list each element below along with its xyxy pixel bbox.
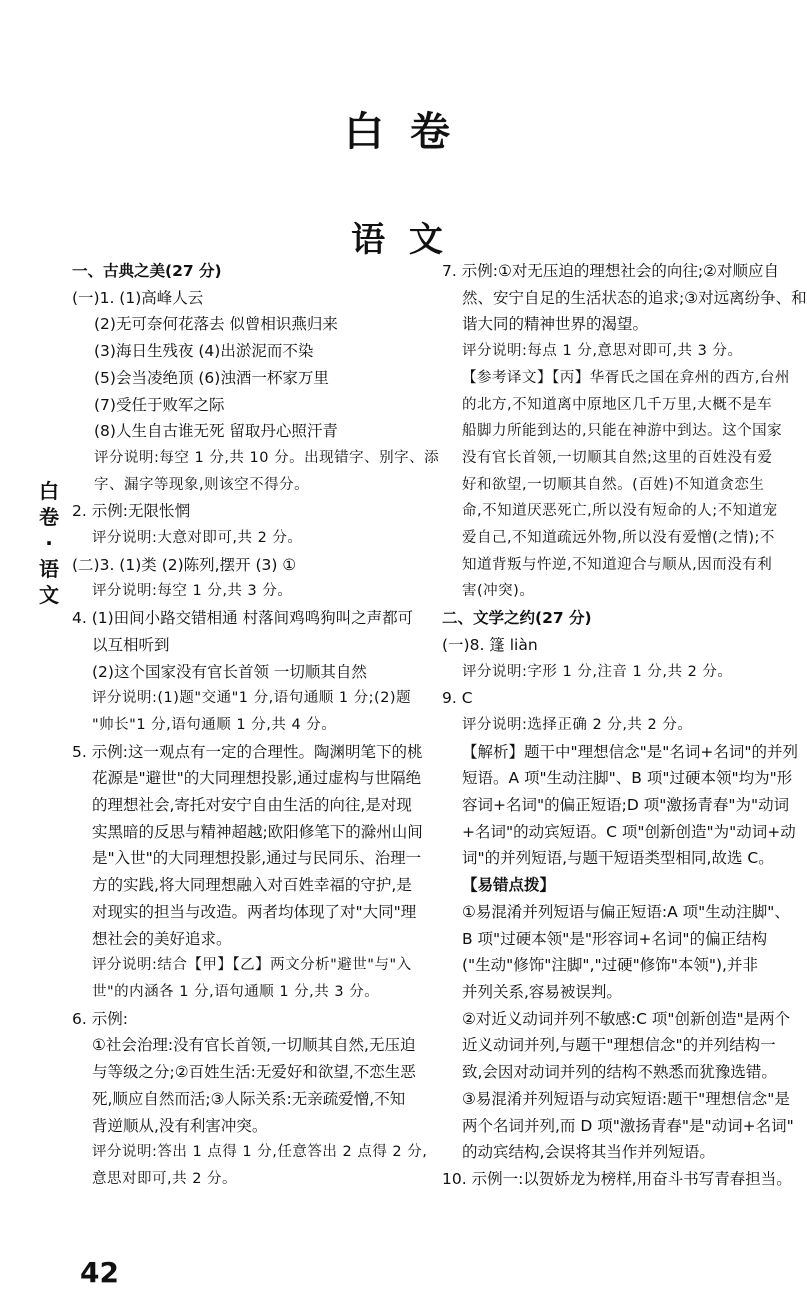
left_column-line: 方的实践,将大同理想融入对百姓幸福的守护,是 — [92, 876, 412, 895]
side-label-char: 文 — [39, 583, 59, 607]
left_column-line: (一)1. (1)高峰人云 — [72, 288, 204, 307]
right_column-line: 两个名词并列,而 D 项"激扬青春"是"动词+名词" — [462, 1116, 794, 1135]
left_column-line: 想社会的美好追求。 — [92, 929, 232, 948]
left_column-line: 评分说明:结合【甲】【乙】两文分析"避世"与"入 — [92, 957, 412, 974]
right_column-line: 爱自己,不知道疏远外物,所以没有爱憎(之情);不 — [462, 530, 775, 547]
right_column-line: +名词"的动宾短语。C 项"创新创造"为"动词+动 — [462, 822, 796, 841]
left_column-line: ①社会治理:没有官长首领,一切顺其自然,无压迫 — [92, 1036, 416, 1055]
right_column-line: 9. C — [442, 689, 473, 708]
right-column — [442, 258, 807, 1193]
right_column-line: 然、安宁自足的生活状态的追求;③对远离纷争、和 — [462, 288, 807, 307]
left_column-line: (8)人生自古谁无死 留取丹心照汗青 — [94, 422, 338, 441]
left_column-line: 评分说明:大意对即可,共 2 分。 — [92, 530, 303, 547]
right_column-line: ②对近义动词并列不敏感:C 项"创新创造"是两个 — [462, 1009, 791, 1028]
page-number: 42 — [80, 1256, 119, 1289]
right_column-line: ("生动"修饰"注脚","过硬"修饰"本领"),并非 — [462, 956, 758, 975]
right_column-line: ①易混淆并列短语与偏正短语:A 项"生动注脚"、 — [462, 902, 790, 921]
left_column-line: 与等级之分;②百姓生活:无爱好和欲望,不恋生恶 — [92, 1063, 416, 1082]
subject-title: 语 文 — [351, 220, 449, 260]
right_column-line: 7. 示例:①对无压迫的理想社会的向往;②对顺应自 — [442, 262, 779, 280]
right_column-line: 好和欲望,一切顺其自然。(百姓)不知道贪恋生 — [462, 476, 765, 493]
left_column-line: 背逆顺从,没有利害冲突。 — [92, 1116, 268, 1135]
left_column-line: 花源是"避世"的大同理想投影,通过虚构与世隔绝 — [92, 769, 422, 788]
right_column-line: 【易错点拨】 — [462, 876, 556, 895]
right_column-line: 【解析】题干中"理想信念"是"名词+名词"的并列 — [462, 742, 799, 761]
right_column-line: 害(冲突)。 — [462, 583, 535, 600]
right_column-line: 并列关系,容易被误判。 — [462, 982, 622, 1001]
right_column-line: ③易混淆并列短语与动宾短语:题干"理想信念"是 — [462, 1089, 790, 1108]
left_column-line: 字、漏字等现象,则该空不得分。 — [94, 476, 310, 493]
left_column-line: (2)无可奈何花落去 似曾相识燕归来 — [94, 315, 338, 334]
side-label-char: · — [45, 531, 53, 555]
left_column-line: (3)海日生残夜 (4)出淤泥而不染 — [94, 342, 314, 361]
left_column-line: 一、古典之美(27 分) — [72, 262, 222, 280]
right_column-line: 二、文学之约(27 分) — [442, 609, 592, 628]
side-label-char: 白 — [39, 479, 59, 503]
page-title: 白 卷 — [344, 109, 456, 155]
side-label-char: 语 — [39, 557, 59, 581]
right_column-line: 【参考译文】【丙】华胥氏之国在弇州的西方,台州 — [462, 369, 790, 386]
side-label — [34, 478, 64, 608]
side-label-char: 卷 — [39, 505, 59, 529]
left-column — [72, 258, 440, 1193]
left_column-line: "帅长"1 分,语句通顺 1 分,共 4 分。 — [92, 716, 337, 733]
left_column-line: (7)受任于败军之际 — [94, 395, 225, 414]
right_column-line: (一)8. 篷 liàn — [442, 635, 538, 654]
left_column-line: 4. (1)田间小路交错相通 村落间鸡鸣狗叫之声都可 — [72, 609, 414, 628]
left_column-line: 是"入世"的大同理想投影,通过与民同乐、治理一 — [92, 849, 422, 868]
left_column-line: 6. 示例: — [72, 1009, 128, 1028]
right_column-line: 船脚力所能到达的,只能在神游中到达。这个国家 — [462, 423, 783, 440]
left_column-line: 评分说明:答出 1 点得 1 分,任意答出 2 点得 2 分, — [92, 1144, 428, 1161]
left_column-line: 意思对即可,共 2 分。 — [92, 1170, 238, 1187]
right_column-line: 没有官长首领,一切顺其自然;这里的百姓没有爱 — [462, 449, 773, 466]
left_column-line: 世"的内涵各 1 分,语句通顺 1 分,共 3 分。 — [92, 983, 380, 1000]
right_column-line: 致,会因对动词并列的结构不熟悉而犹豫选错。 — [462, 1063, 777, 1082]
left_column-line: 评分说明:(1)题"交通"1 分,语句通顺 1 分;(2)题 — [92, 690, 412, 707]
right_column-line: 评分说明:选择正确 2 分,共 2 分。 — [462, 716, 693, 733]
left_column-line: (2)这个国家没有官长首领 一切顺其自然 — [92, 662, 367, 681]
right_column-line: 容词+名词"的偏正短语;D 项"激扬青春"为"动词 — [462, 796, 790, 815]
right_column-line: 10. 示例一:以贺娇龙为榜样,用奋斗书写青春担当。 — [442, 1169, 792, 1188]
left_column-line: 5. 示例:这一观点有一定的合理性。陶渊明笔下的桃 — [72, 742, 423, 761]
left_column-line: 以互相听到 — [92, 635, 170, 654]
left_column-line: (二)3. (1)类 (2)陈列,摆开 (3) ① — [72, 555, 297, 574]
right_column-line: 命,不知道厌恶死亡,所以没有短命的人;不知道宠 — [462, 503, 778, 520]
left_column-line: 实黑暗的反思与精神超越;欧阳修笔下的滁州山间 — [92, 822, 423, 841]
left_column-line: 对现实的担当与改造。两者均体现了对"大同"理 — [92, 902, 417, 921]
right_column-line: 谐大同的精神世界的渴望。 — [462, 315, 649, 334]
left_column-line: 死,顺应自然而活;③人际关系:无亲疏爱憎,不知 — [92, 1089, 406, 1108]
right_column-line: 近义动词并列,与题干"理想信念"的并列结构一 — [462, 1036, 776, 1055]
right_column-line: 的动宾结构,会误将其当作并列短语。 — [462, 1143, 715, 1162]
left_column-line: 的理想社会,寄托对安宁自由生活的向往,是对现 — [92, 796, 412, 815]
right_column-line: B 项"过硬本领"是"形容词+名词"的偏正结构 — [462, 929, 768, 948]
right_column-line: 知道背叛与忤逆,不知道迎合与顺从,因而没有利 — [462, 556, 773, 573]
right_column-line: 短语。A 项"生动注脚"、B 项"过硬本领"均为"形 — [462, 769, 793, 788]
right_column-line: 的北方,不知道离中原地区几千万里,大概不是车 — [462, 396, 773, 413]
right_column-line: 评分说明:字形 1 分,注音 1 分,共 2 分。 — [462, 663, 733, 680]
right_column-line: 词"的并列短语,与题干短语类型相同,故选 C。 — [462, 849, 774, 868]
left_column-line: 评分说明:每空 1 分,共 10 分。出现错字、别字、添 — [94, 449, 440, 466]
left_column-line: 2. 示例:无限怅惘 — [72, 502, 190, 521]
left_column-line: (5)会当凌绝顶 (6)浊酒一杯家万里 — [94, 368, 329, 387]
left_column-line: 评分说明:每空 1 分,共 3 分。 — [92, 583, 293, 600]
right_column-line: 评分说明:每点 1 分,意思对即可,共 3 分。 — [462, 343, 743, 360]
